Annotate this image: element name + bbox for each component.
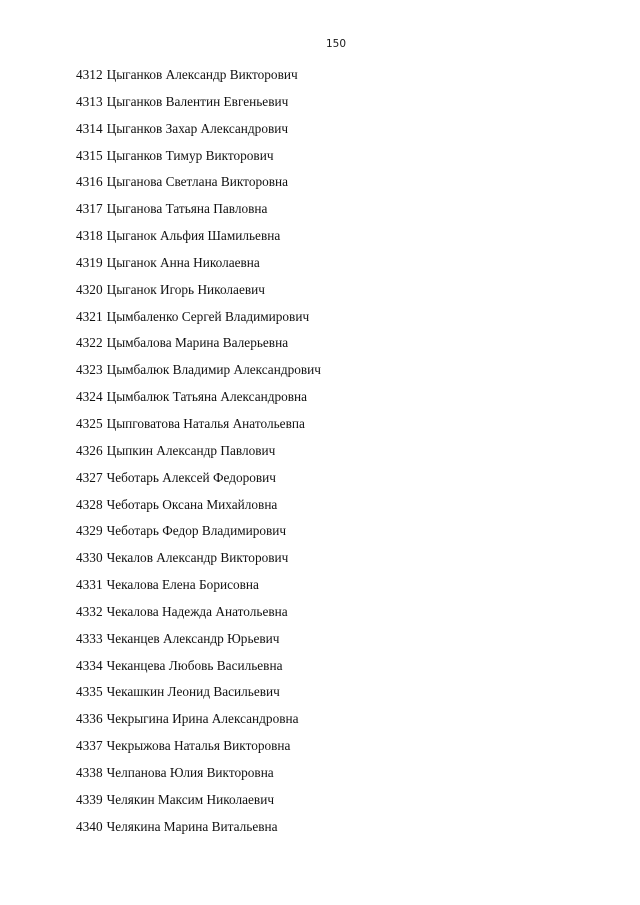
list-item: [76, 66, 321, 93]
entry-name: Чеканцев Александр Юрьевич: [106, 630, 280, 646]
list-item: [76, 120, 321, 147]
entry-number: 4335: [76, 684, 103, 700]
entry-number: 4337: [76, 738, 103, 754]
entry-number: 4319: [76, 254, 103, 270]
list-item: [76, 764, 321, 791]
entry-number: 4318: [76, 228, 103, 244]
entry-name: Цымбаленко Сергей Владимирович: [106, 308, 310, 324]
entry-name: Челякина Марина Витальевна: [106, 818, 278, 834]
entry-number: 4322: [76, 335, 103, 351]
entry-number: 4330: [76, 550, 103, 566]
list-item: [76, 710, 321, 737]
list-item: [76, 388, 321, 415]
list-item: [76, 334, 321, 361]
entry-number: 4312: [76, 67, 103, 82]
entry-number: 4317: [76, 201, 103, 217]
list-item: [76, 549, 321, 576]
list-item: [76, 630, 321, 657]
entry-name: Чеканцева Любовь Васильевна: [106, 657, 283, 673]
list-item: [76, 361, 321, 388]
entry-number: 4334: [76, 657, 103, 673]
entry-name: Цымбалова Марина Валерьевна: [106, 335, 289, 351]
entry-name: Цымбалюк Татьяна Александровна: [106, 389, 308, 405]
list-item: [76, 415, 321, 442]
entry-number: 4313: [76, 93, 103, 109]
entry-number: 4339: [76, 791, 103, 807]
entry-number: 4324: [76, 389, 103, 405]
entry-name: Цымбалюк Владимир Александрович: [106, 362, 321, 378]
entry-number: 4333: [76, 630, 103, 646]
list-item: [76, 147, 321, 174]
entry-number: 4316: [76, 174, 103, 190]
entry-number: 4336: [76, 711, 103, 727]
entry-name: Цыганков Захар Александрович: [106, 120, 289, 136]
entry-name: Чеботарь Алексей Федорович: [106, 469, 276, 485]
list-item: [76, 496, 321, 523]
entry-name: Чекрыжова Наталья Викторовна: [106, 738, 291, 754]
list-item: [76, 469, 321, 496]
entry-name: Челпанова Юлия Викторовна: [106, 764, 274, 780]
entry-number: 4326: [76, 442, 103, 458]
entry-number: 4332: [76, 603, 103, 619]
entry-name: Чекалова Елена Борисовна: [106, 577, 259, 593]
entry-number: 4329: [76, 523, 103, 539]
entry-number: 4321: [76, 308, 103, 324]
entry-number: 4328: [76, 496, 103, 512]
list-item: [76, 603, 321, 630]
list-item: [76, 281, 321, 308]
entry-name: Чекалова Надежда Анатольевна: [106, 603, 288, 619]
list-item: [76, 308, 321, 335]
entry-number: 4331: [76, 577, 103, 593]
list-item: [76, 522, 321, 549]
entry-name: Цыганок Анна Николаевна: [106, 254, 260, 270]
entry-name: Цыганков Тимур Викторович: [106, 147, 274, 163]
entry-name: Чекашкин Леонид Васильевич: [106, 684, 280, 700]
entry-name: Цыганков Валентин Евгеньевич: [106, 93, 289, 109]
entry-name: Цыганова Светлана Викторовна: [106, 174, 289, 190]
entry-number: 4320: [76, 281, 103, 297]
entry-number: 4323: [76, 362, 103, 378]
list-item: [76, 818, 321, 845]
list-item: [76, 227, 321, 254]
list-item: [76, 442, 321, 469]
entry-number: 4325: [76, 415, 103, 431]
entry-number: 4340: [76, 818, 103, 834]
entry-number: 4338: [76, 764, 103, 780]
entry-name: Чекалов Александр Викторович: [106, 550, 289, 566]
list-item: [76, 173, 321, 200]
list-item: [76, 791, 321, 818]
entry-name: Цыпкин Александр Павлович: [106, 442, 276, 458]
entry-number: 4327: [76, 469, 103, 485]
list-item: [76, 93, 321, 120]
entry-name: Чеботарь Оксана Михайловна: [106, 496, 278, 512]
list-item: [76, 737, 321, 764]
list-item: [76, 576, 321, 603]
name-list: [76, 66, 321, 844]
list-item: [76, 683, 321, 710]
list-item: [76, 200, 321, 227]
list-item: [76, 254, 321, 281]
entry-name: Цыганок Альфия Шамильевна: [106, 228, 281, 244]
entry-name: Чекрыгина Ирина Александровна: [106, 711, 299, 727]
entry-number: 4315: [76, 147, 103, 163]
entry-name: Цыганок Игорь Николаевич: [106, 281, 265, 297]
entry-name: Челякин Максим Николаевич: [106, 791, 275, 807]
entry-name: Цыганков Александр Викторович: [106, 67, 298, 82]
entry-name: Цыганова Татьяна Павловна: [106, 201, 268, 217]
entry-name: Чеботарь Федор Владимирович: [106, 523, 287, 539]
entry-name: Цыпговатова Наталья Анатольевпа: [106, 415, 305, 431]
entry-number: 4314: [76, 120, 103, 136]
page-number: 150: [325, 38, 347, 50]
list-item: [76, 657, 321, 684]
